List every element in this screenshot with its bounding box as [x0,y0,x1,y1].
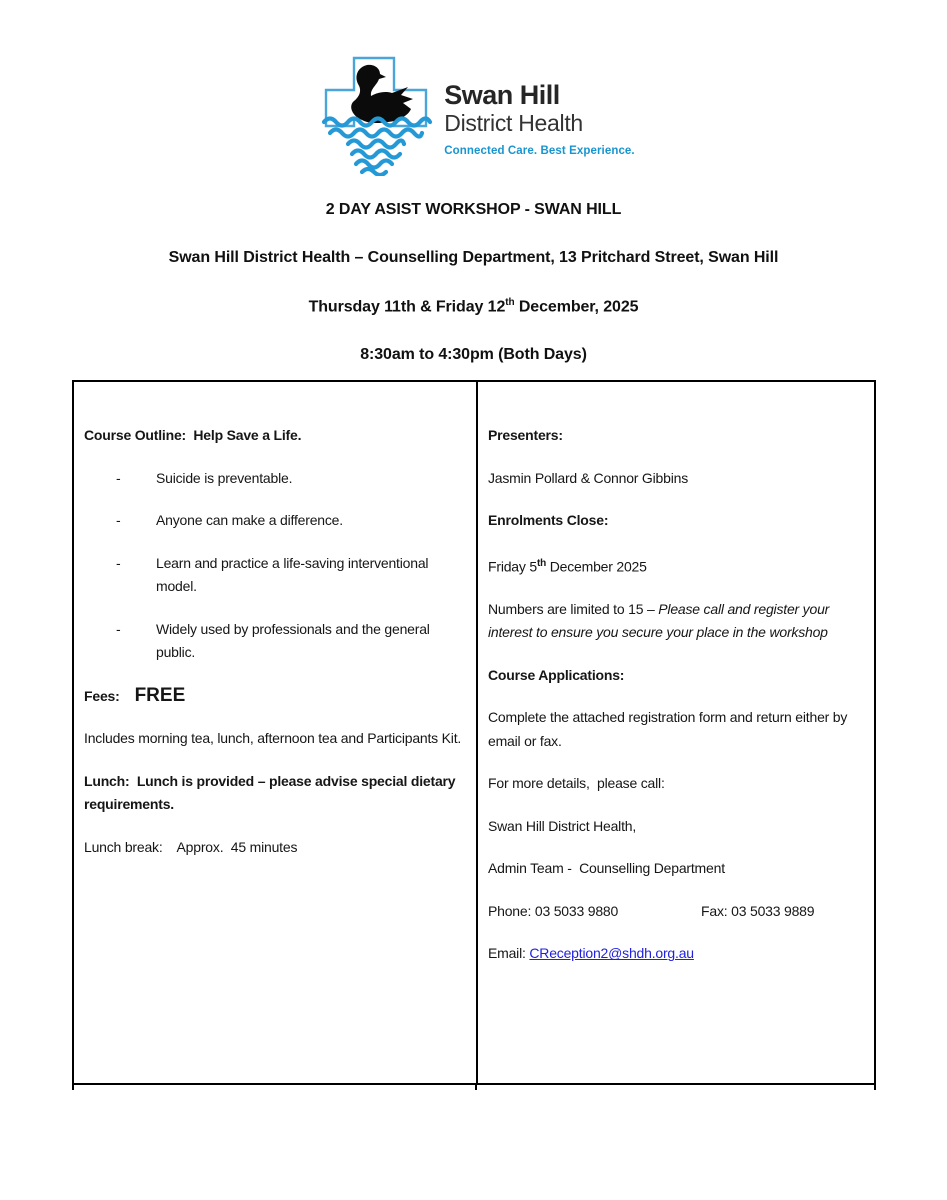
logo [6,0,947,176]
logo-org-line1: Swan Hill [444,80,560,110]
date-superscript: th [505,297,515,308]
bullet-item [84,467,468,491]
bullet-dash-icon: - [116,554,121,571]
phone-fax-line [488,900,872,924]
bullet-dash-icon: - [116,469,121,486]
org-name-text: Swan Hill District Health, [488,817,637,834]
enrolments-date-suffix: December 2025 [546,558,647,575]
water-waves-icon [324,119,430,176]
bullet-item [84,552,468,599]
enrolments-heading: Enrolments Close: [488,512,609,529]
lunch-text: Lunch: Lunch is provided – please advise special dietary requirements. [84,772,460,813]
fax-number: Fax: 03 5033 9889 [701,902,815,919]
course-outline-heading: Course Outline: Help Save a Life. [84,427,302,444]
fees-label: Fees: [84,687,120,704]
applications-text: Complete the attached registration form and return either by email or fax. [488,709,851,749]
table-cell-left [74,382,478,1083]
border-stub [72,1085,74,1090]
phone-number: Phone: 03 5033 9880 [488,902,619,919]
date-prefix: Thursday 11th & Friday 12 [308,298,506,316]
lunch-break-text: Lunch break: Approx. 45 minutes [84,838,298,855]
bullet-dash-icon: - [116,512,121,529]
logo-org-line2: District Health [444,109,583,136]
course-applications-heading: Course Applications: [488,666,625,683]
numbers-limited-text [488,598,872,645]
presenters-heading: Presenters: [488,427,563,444]
enrolments-date [488,552,872,579]
swan-icon [351,65,413,123]
bullet-item [84,509,468,533]
enrolments-date-prefix: Friday 5 [488,558,537,575]
admin-team-text: Admin Team - Counselling Department [488,860,725,877]
border-stub [874,1085,876,1090]
bullet-text: Anyone can make a difference. [156,512,343,529]
time-line: 8:30am to 4:30pm (Both Days) [360,346,587,364]
bullet-item [84,618,468,665]
fees-line [84,684,468,709]
bullet-text: Learn and practice a life-saving interventional model. [156,554,433,595]
bullet-text: Suicide is preventable. [156,469,293,486]
swan-hill-logo-icon [318,56,434,176]
more-details-text: For more details, please call: [488,775,665,792]
bullet-dash-icon: - [116,620,121,637]
email-label: Email: [488,945,530,962]
bullet-text: Widely used by professionals and the general public. [156,620,434,661]
workshop-title: 2 DAY ASIST WORKSHOP - SWAN HILL [325,201,622,218]
logo-tagline: Connected Care. Best Experience. [444,145,635,158]
email-line [488,942,872,966]
date-line [0,297,947,316]
numbers-italic: Please call and register your interest to ensure you secure your place in the workshop [488,600,833,641]
details-table [72,380,876,1085]
presenters-names: Jasmin Pollard & Connor Gibbins [488,469,689,486]
table-cell-right [478,382,874,1083]
border-stub [475,1085,477,1090]
logo-text [444,56,634,157]
table-border-stubs [72,1085,876,1090]
venue-line: Swan Hill District Health – Counselling Department, 13 Pritchard Street, Swan Hill [168,249,779,266]
headings [0,201,947,364]
fees-includes-text: Includes morning tea, lunch, afternoon tea and Participants Kit. [84,730,462,747]
email-link[interactable]: CReception2@shdh.org.au [529,945,694,962]
numbers-plain: Numbers are limited to 15 – [488,600,659,617]
enrolments-date-superscript: th [536,557,547,569]
fees-value: FREE [134,684,186,706]
date-suffix: December, 2025 [514,298,639,316]
